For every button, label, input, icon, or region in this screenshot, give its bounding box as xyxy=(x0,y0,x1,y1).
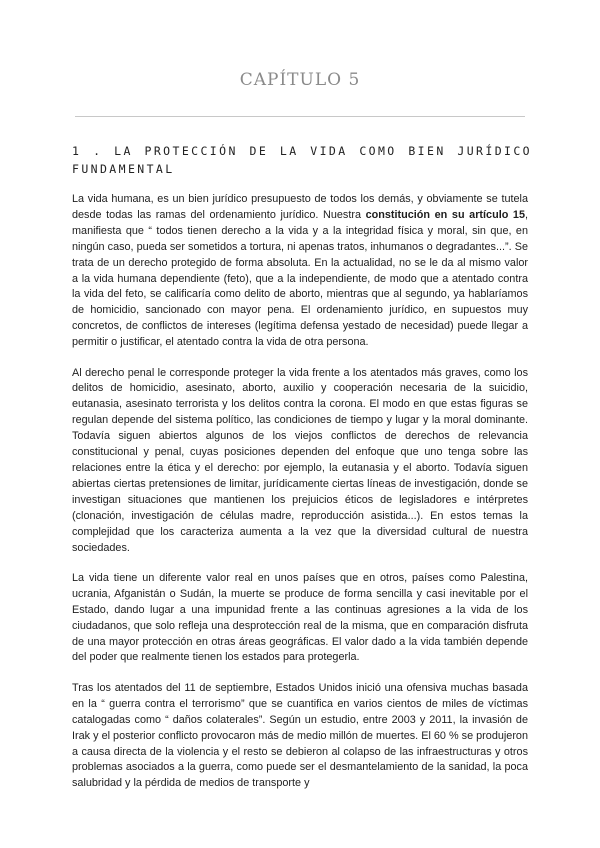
paragraph-3: La vida tiene un diferente valor real en unos países que en otros, países como Palestina, ucrania, Afganistán o Sudán, la muerte se produce de forma sencilla y casi inevitable por el Estado, dando lugar a una impunidad frente a las continuas agresiones a la vida de los ciudadanos, que solo refleja una desprotección real de la misma, que en comparación disfruta de una mayor protección en otras áreas geográficas. El valor dado a la vida también depende del poder que realmente tienen los estados para protegerla. xyxy=(72,571,528,664)
paragraph-1 xyxy=(72,192,528,351)
paragraph-1-rest: , manifiesta que “ todos tienen derecho a la vida y a la integridad física y moral, sin que, en ningún caso, pueda ser sometidos a tortura, ni apenas tratos, inhumanos o degradantes...”. Se trata de un derecho protegido de forma absoluta. En la actualidad, no se le da al mismo valor a la vida humana dependiente (feto), que a la independiente, de modo que a atentado contra la vida del feto, se calificaría como delito de aborto, mientras que al segundo, ya hablaríamos de homicidio, sancionado con mayor pena. El ordenamiento jurídico, en supuestos muy concretos, de conflictos de intereses (legítima defensa yestado de necesidad) puede llegar a permitir o justificar, el atentado contra la vida de otra persona. xyxy=(72,208,529,349)
body-text xyxy=(72,192,528,807)
chapter-title: CAPÍTULO 5 xyxy=(239,70,361,90)
paragraph-1-intro: La vida humana, es un bien jurídico presupuesto de todos los demás, y obviamente se tutela desde todas las ramas del ordenamiento jurídico. Nuestra xyxy=(72,193,528,221)
paragraph-2: Al derecho penal le corresponde proteger la vida frente a los atentados más graves, como los delitos de homicidio, asesinato, aborto, auxilio y cooperación necesaria de la suicidio, eutanasia, asesinato terrorista y los delitos contra la corona. El modo en que estas figuras se regulan depende del sistema político, las condiciones de tiempo y lugar y la moral dominante. Todavía siguen abiertos algunos de los viejos conflictos de derechos de relevancia constitucional y penal, cuyas posiciones dependen del enfoque que uno tenga sobre las relaciones entre la ética y el derecho: por ejemplo, la eutanasia y el aborto. Todavía siguen abiertas ciertas pretensiones de limitar, jurídicamente ciertas líneas de investigación, donde se investigan situaciones que mantienen los prejuicios éticos de legisladores e intérpretes (clonación, investigación de células madre, reproducción asistida...). En estos temas la complejidad que los caracteriza aumenta a la vez que la diversidad cultural de nuestra sociedades. xyxy=(72,366,528,554)
constitution-article-reference: constitución en su artículo 15 xyxy=(365,208,525,221)
paragraph-4: Tras los atentados del 11 de septiembre, Estados Unidos inició una ofensiva muchas basada en la “ guerra contra el terrorismo” que se cuantifica en varios cientos de miles de víctimas catalogadas como “ daños colaterales”. Según un estudio, entre 2003 y 2011, la invasión de Irak y el posterior conflicto provocaron más de medio millón de muertes. El 60 % se produjeron a causa directa de la violencia y el resto se debieron al colapso de las infraestructuras y otros problemas asociados a la guerra, como puede ser el desmantelamiento de la sanidad, la poca salubridad y la pérdida de medios de transporte y xyxy=(72,681,528,790)
chapter-divider xyxy=(75,116,525,117)
section-heading: 1 . LA PROTECCIÓN DE LA VIDA COMO BIEN JURÍDICO FUNDAMENTAL xyxy=(72,144,532,176)
